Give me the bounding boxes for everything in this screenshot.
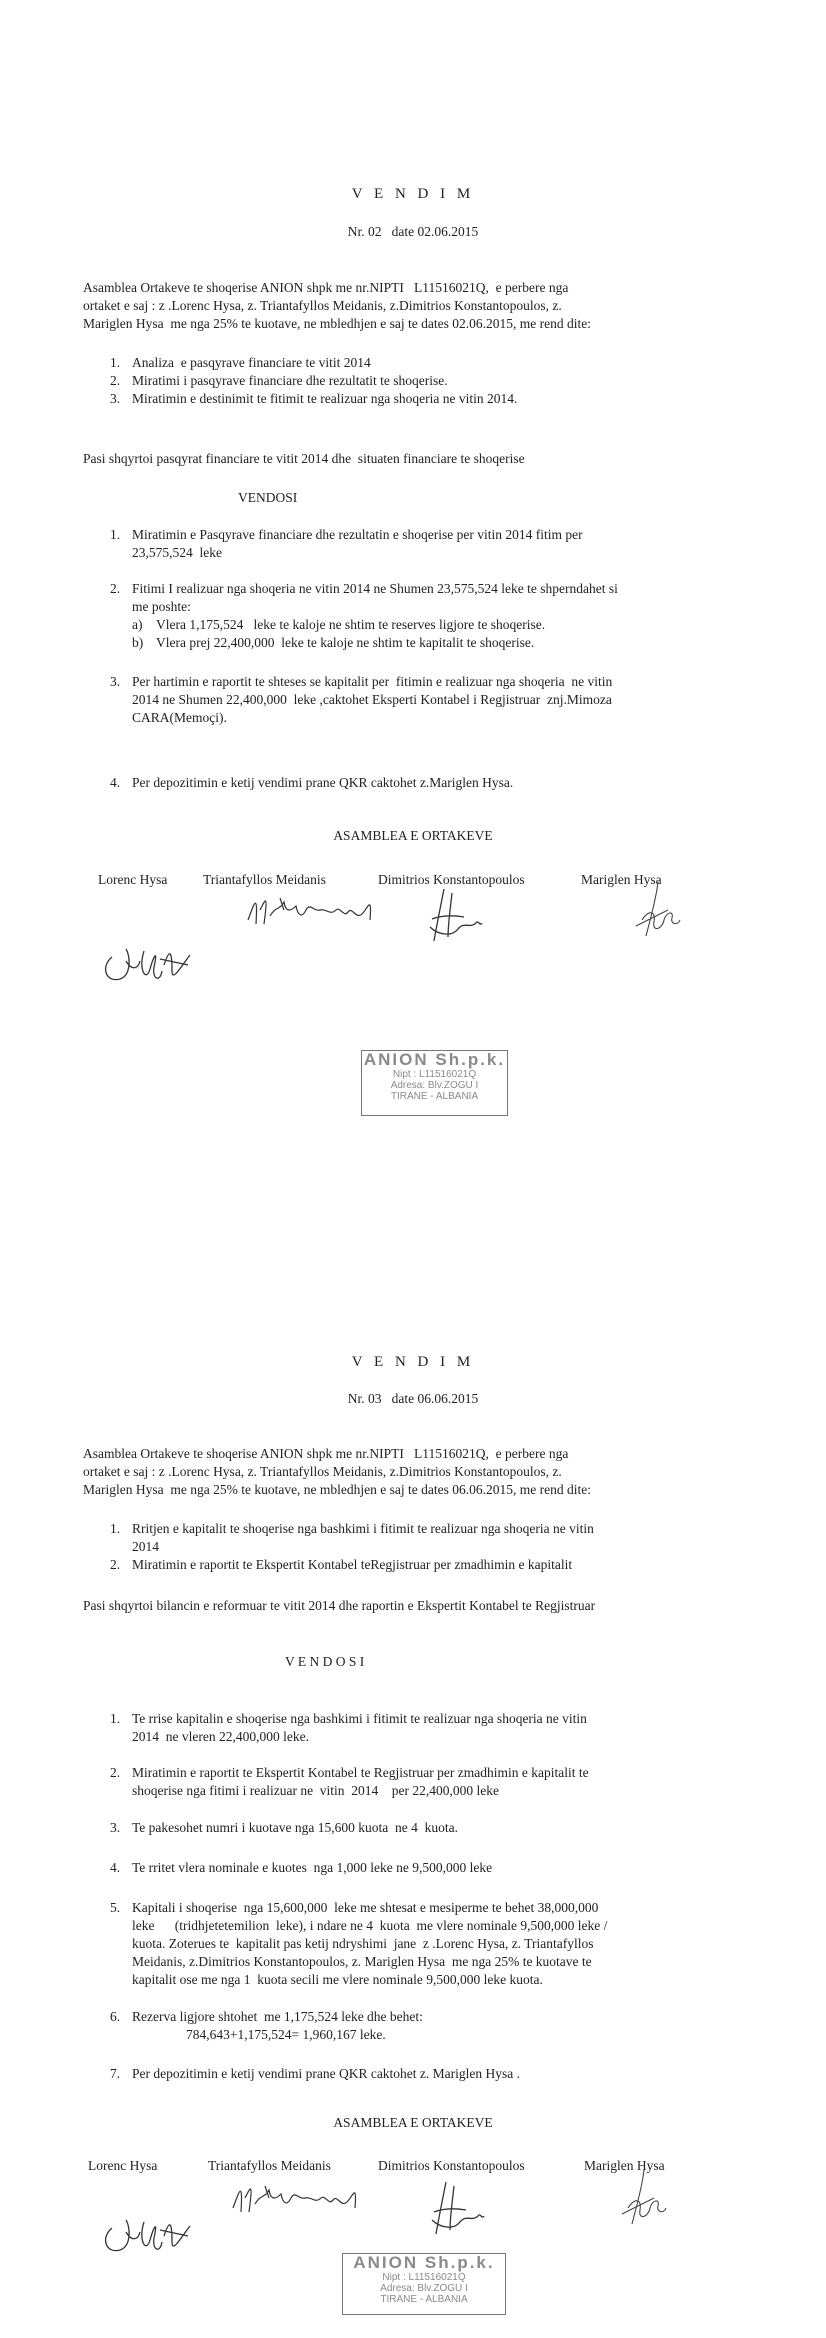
doc2-assembly-heading: ASAMBLEA E ORTAKEVE <box>333 2115 493 2130</box>
doc2-number: Nr. 03 date 06.06.2015 <box>347 1391 479 1406</box>
doc1-item-line: Fitimi I realizuar nga shoqeria ne vitin 2014 ne Shumen 23,575,524 leke te shperndahet si <box>132 581 618 596</box>
doc2-item-line: Per depozitimin e ketij vendimi prane QKR caktohet z. Mariglen Hysa . <box>132 2066 521 2081</box>
doc1-subitem: Vlera prej 22,400,000 leke te kaloje ne shtim te kapitalit te shoqerise. <box>156 635 535 650</box>
doc2-item-line: kapitalit ose me nga 1 kuota secili me vlere nominale 9,500,000 leke kuota. <box>132 1972 543 1987</box>
doc1-partner-name: Mariglen Hysa <box>581 872 662 887</box>
company-stamp <box>342 2253 506 2315</box>
doc2-partner-name: Dimitrios Konstantopoulos <box>378 2158 525 2173</box>
doc1-partner-name: Dimitrios Konstantopoulos <box>378 872 525 887</box>
doc1-agenda-num: 1. <box>110 355 121 370</box>
doc2-item-num: 3. <box>110 1820 121 1835</box>
doc2-agenda-item: 2014 <box>132 1539 159 1554</box>
doc2-item-line: kuota. Zoterues te kapitalit pas ketij ndryshimi jane z .Lorenc Hysa, z. Triantafyllos <box>132 1936 594 1951</box>
doc2-intro-line: Asamblea Ortakeve te shoqerise ANION shpk me nr.NIPTI L11516021Q, e perbere nga <box>83 1446 569 1461</box>
doc1-assembly-heading: ASAMBLEA E ORTAKEVE <box>333 828 493 843</box>
doc1-item-line: me poshte: <box>132 599 191 614</box>
doc1-subitem-num: b) <box>132 635 144 650</box>
doc1-intro-line: Asamblea Ortakeve te shoqerise ANION shpk me nr.NIPTI L11516021Q, e perbere nga <box>83 280 569 295</box>
doc1-item-num: 1. <box>110 527 121 542</box>
doc1-agenda-item: Miratimi i pasqyrave financiare dhe rezultatit te shoqerise. <box>132 373 448 388</box>
signature-lorenc-hysa <box>98 925 194 989</box>
doc1-agenda-item: Analiza e pasqyrave financiare te vitit 2014 <box>132 355 371 370</box>
doc2-item-line: Miratimin e raportit te Ekspertit Kontabel te Regjistruar per zmadhimin e kapitalit te <box>132 1765 589 1780</box>
doc2-item-line: 784,643+1,175,524= 1,960,167 leke. <box>132 2027 386 2042</box>
doc2-agenda-item: Miratimin e raportit te Ekspertit Kontabel teRegjistruar per zmadhimin e kapitalit <box>132 1557 573 1572</box>
stamp-city: TIRANE - ALBANIA <box>380 2294 468 2305</box>
doc2-agenda-num: 2. <box>110 1557 121 1572</box>
doc1-number: Nr. 02 date 02.06.2015 <box>347 224 479 239</box>
doc2-item-line: Te rritet vlera nominale e kuotes nga 1,000 leke ne 9,500,000 leke <box>132 1860 493 1875</box>
signature-dimitrios-konstantopoulos <box>418 885 488 945</box>
company-stamp <box>361 1050 508 1116</box>
doc2-item-line: Rezerva ligjore shtohet me 1,175,524 leke dhe behet: <box>132 2009 423 2024</box>
doc1-agenda-item: Miratimin e destinimit te fitimit te realizuar nga shoqeria ne vitin 2014. <box>132 391 518 406</box>
doc2-item-line: shoqerise nga fitimi i realizuar ne vitin 2014 per 22,400,000 leke <box>132 1783 500 1798</box>
doc2-item-num: 7. <box>110 2066 121 2081</box>
doc2-item-line: Kapitali i shoqerise nga 15,600,000 leke me shtesat e mesiperme te behet 38,000,000 <box>132 1900 599 1915</box>
doc1-vendosi: VENDOSI <box>238 490 298 505</box>
doc1-subitem: Vlera 1,175,524 leke te kaloje ne shtim te reserves ligjore te shoqerise. <box>156 617 546 632</box>
stamp-address: Adresa: Blv.ZOGU I <box>390 1080 479 1091</box>
doc1-item-line: Miratimin e Pasqyrave financiare dhe rezultatin e shoqerise per vitin 2014 fitim per <box>132 527 583 542</box>
doc2-item-num: 1. <box>110 1711 121 1726</box>
doc1-intro-line: ortaket e saj : z .Lorenc Hysa, z. Triantafyllos Meidanis, z.Dimitrios Konstantopoulos, z. <box>83 298 562 313</box>
doc2-partner-name: Lorenc Hysa <box>88 2158 158 2173</box>
doc1-item-line: 23,575,524 leke <box>132 545 222 560</box>
doc1-item-line: CARA(Memoçi). <box>132 710 227 725</box>
doc2-item-line: leke (tridhjetetemilion leke), i ndare ne 4 kuota me vlere nominale 9,500,000 leke / <box>132 1918 608 1933</box>
signature-dimitrios-konstantopoulos <box>420 2178 490 2238</box>
doc1-item-num: 2. <box>110 581 121 596</box>
doc1-item-num: 3. <box>110 674 121 689</box>
doc1-after-text: Pasi shqyrtoi pasqyrat financiare te vitit 2014 dhe situaten financiare te shoqerise <box>83 451 525 466</box>
doc1-agenda-num: 2. <box>110 373 121 388</box>
signature-mariglen-hysa <box>628 880 686 940</box>
doc2-agenda-item: Rritjen e kapitalit te shoqerise nga bashkimi i fitimit te realizuar nga shoqeria ne vitin <box>132 1521 594 1536</box>
doc1-agenda-num: 3. <box>110 391 121 406</box>
doc2-intro-line: ortaket e saj : z .Lorenc Hysa, z. Triantafyllos Meidanis, z.Dimitrios Konstantopoulos, z. <box>83 1464 562 1479</box>
stamp-nipt: Nipt : L11516021Q <box>392 1069 477 1080</box>
doc1-partner-name: Triantafyllos Meidanis <box>203 872 326 887</box>
doc1-subitem-num: a) <box>132 617 143 632</box>
signature-mariglen-hysa <box>614 2168 672 2228</box>
signature-triantafyllos-meidanis <box>225 2168 375 2226</box>
doc2-item-num: 5. <box>110 1900 121 1915</box>
doc2-item-line: Te rrise kapitalin e shoqerise nga bashkimi i fitimit te realizuar nga shoqeria ne vitin <box>132 1711 587 1726</box>
doc1-intro-line: Mariglen Hysa me nga 25% te kuotave, ne mbledhjen e saj te dates 02.06.2015, me rend dite: <box>83 316 591 331</box>
doc2-title: V E N D I M <box>351 1354 475 1370</box>
doc2-item-line: Te pakesohet numri i kuotave nga 15,600 kuota ne 4 kuota. <box>132 1820 458 1835</box>
doc2-item-line: Meidanis, z.Dimitrios Konstantopoulos, z. Mariglen Hysa me nga 25% te kuotave te <box>132 1954 592 1969</box>
stamp-address: Adresa: Blv.ZOGU I <box>380 2283 468 2294</box>
doc1-partner-name: Lorenc Hysa <box>98 872 168 887</box>
stamp-company-name: ANION Sh.p.k. <box>353 2253 495 2272</box>
doc2-agenda-num: 1. <box>110 1521 121 1536</box>
stamp-city: TIRANE - ALBANIA <box>390 1091 479 1102</box>
doc1-item-line: Per hartimin e raportit te shteses se kapitalit per fitimin e realizuar nga shoqeria ne vitin <box>132 674 613 689</box>
doc2-partner-name: Mariglen Hysa <box>584 2158 665 2173</box>
doc1-title: V E N D I M <box>351 186 475 202</box>
stamp-nipt: Nipt : L11516021Q <box>382 2272 466 2283</box>
doc2-intro-line: Mariglen Hysa me nga 25% te kuotave, ne mbledhjen e saj te dates 06.06.2015, me rend dite: <box>83 1482 591 1497</box>
doc1-item-line: 2014 ne Shumen 22,400,000 leke ,caktohet Eksperti Kontabel i Regjistruar znj.Mimoza <box>132 692 612 707</box>
stamp-company-name: ANION Sh.p.k. <box>363 1050 506 1069</box>
doc1-item-num: 4. <box>110 775 121 790</box>
doc2-item-num: 6. <box>110 2009 121 2024</box>
doc1-item-line: Per depozitimin e ketij vendimi prane QKR caktohet z.Mariglen Hysa. <box>132 775 514 790</box>
doc2-partner-name: Triantafyllos Meidanis <box>208 2158 331 2173</box>
signature-lorenc-hysa <box>98 2196 194 2260</box>
doc2-vendosi: V E N D O S I <box>285 1654 365 1669</box>
doc2-item-line: 2014 ne vleren 22,400,000 leke. <box>132 1729 309 1744</box>
doc2-item-num: 4. <box>110 1860 121 1875</box>
signature-triantafyllos-meidanis <box>240 880 390 938</box>
doc2-after-text: Pasi shqyrtoi bilancin e reformuar te vitit 2014 dhe raportin e Ekspertit Kontabel te Regjistruar <box>83 1598 596 1613</box>
doc2-item-num: 2. <box>110 1765 121 1780</box>
